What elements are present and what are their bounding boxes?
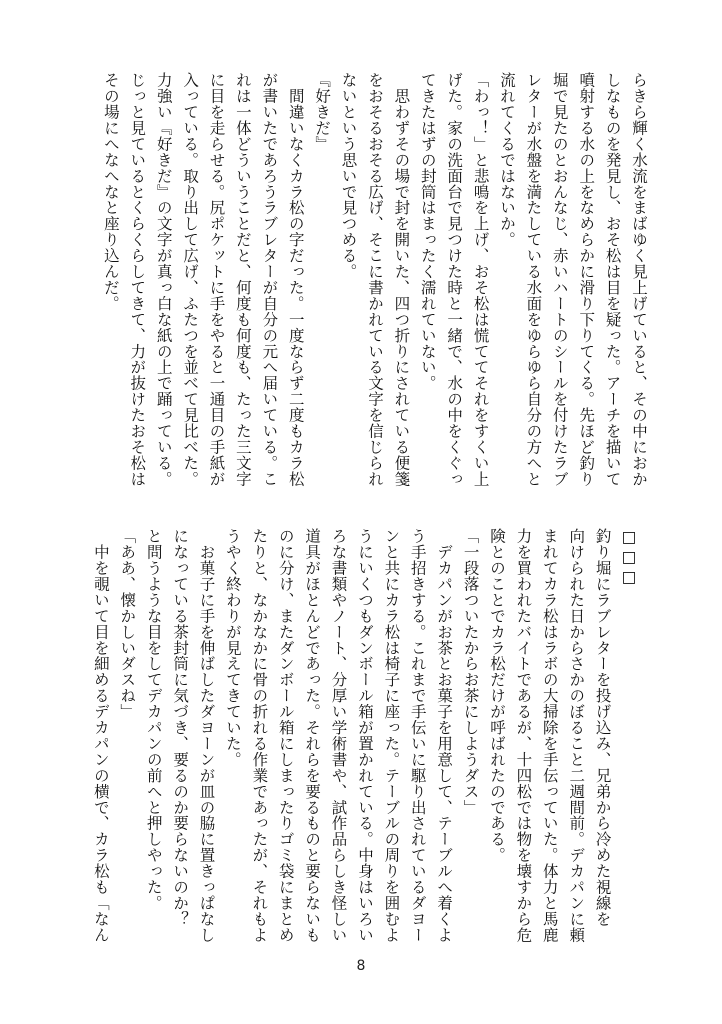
text-line: しなものを発見し、おそ松は目を疑った。アーチを描いて: [603, 72, 622, 487]
text-line: その場にへなへなと座り込んだ。: [101, 72, 120, 312]
text-line: に目を走らせる。尻ポケットに手をやると一通目の手紙が: [207, 72, 226, 487]
text-line: をおそるおそる広げ、そこに書かれている文字を信じられ: [365, 72, 384, 487]
text-line: お菓子に手を伸ばしたダヨーンが皿の脇に置きっぱなし: [197, 528, 216, 943]
text-line: 間違いなくカラ松の字だった。一度ならず二度もカラ松: [286, 72, 305, 487]
text-line: 「ああ、懐かしいダスね」: [118, 528, 137, 720]
section-marker: □□□: [620, 528, 638, 588]
text-line: 噴射する水の上をなめらかに滑り下りてくる。先ほど釣り: [577, 72, 596, 487]
text-line: が書いたであろうラブレターが自分の元へ届いている。こ: [260, 72, 279, 487]
text-line: うにいくつもダンボール箱が置かれている。中身はいろい: [355, 528, 374, 943]
text-line: 力強い『好きだ』の文字が真っ白な紙の上で踊っている。: [154, 72, 173, 487]
text-line: デカパンがお茶とお菓子を用意して、テーブルへ着くよ: [435, 528, 454, 943]
text-line: まれてカラ松はラボの大掃除を手伝っていた。体力と馬鹿: [540, 528, 559, 943]
text-line: ンと共にカラ松は椅子に座った。テーブルの周りを囲むよ: [382, 528, 401, 943]
text-line: になっている茶封筒に気づき、要るのか要らないのか？: [171, 528, 190, 927]
text-line: 「一段落ついたからお茶にしようダス」: [461, 528, 480, 816]
text-line: じっと見ているとくらくらしてきて、力が抜けたおそ松は: [128, 72, 147, 487]
text-line: てきたはずの封筒はまったく濡れていない。: [418, 72, 437, 391]
text-line: レターが水盤を満たしている水面をゆらゆら自分の方へと: [524, 72, 543, 487]
text-line: げた。家の洗面台で見つけた時と一緒で、水の中をくぐっ: [445, 72, 464, 487]
text-line: 力を買われたバイトであるが、十四松では物を壊すから危: [514, 528, 533, 943]
text-line: う手招きする。これまで手伝いに駆り出されているダヨー: [408, 528, 427, 943]
page-number: 8: [356, 958, 366, 974]
text-line: 堀で見たのとおんなじ、赤いハートのシールを付けたラブ: [550, 72, 569, 487]
text-line: たりと、なかなかに骨の折れる作業であったが、それもよ: [250, 528, 269, 943]
text-line: 中を覗いて目を細めるデカパンの横で、カラ松も「なん: [91, 528, 110, 943]
text-line: と問うような目をしてデカパンの前へと押しやった。: [144, 528, 163, 911]
text-line: ろな書類やノート、分厚い学術書や、試作品らしき怪しい: [329, 528, 348, 943]
text-line: 釣り堀にラブレターを投げ込み、兄弟から冷めた視線を: [593, 528, 612, 927]
text-line: のに分け、またダンボール箱にしまったりゴミ袋にまとめ: [276, 528, 295, 943]
text-line: れは一体どういうことだと、何度も何度も、たった三文字: [233, 72, 252, 487]
text-line: 『好きだ』: [313, 72, 332, 152]
lower-text-column: [87, 528, 642, 948]
text-line: 入っている。取り出して広げ、ふたつを並べて見比べた。: [181, 72, 200, 487]
text-line: 向けられた日からさかのぼること二週間前。デカパンに頼: [567, 528, 586, 943]
text-line: 「わっ！」と悲鳴を上げ、おそ松は慌ててそれをすくい上: [471, 72, 490, 487]
text-line: うやく終わりが見えてきていた。: [223, 528, 242, 768]
text-line: 道具がほとんどであった。それらを要るものと要らないも: [303, 528, 322, 943]
upper-text-column: [97, 72, 652, 512]
text-line: ないという思いで見つめる。: [339, 72, 358, 280]
text-line: 流れてくるではないか。: [497, 72, 516, 248]
text-line: 思わずその場で封を開いた、四つ折りにされている便箋: [392, 72, 411, 487]
text-line: 険とのことでカラ松だけが呼ばれたのである。: [487, 528, 506, 863]
text-line: らきら輝く水流をまばゆく見上げていると、その中におか: [630, 72, 648, 487]
